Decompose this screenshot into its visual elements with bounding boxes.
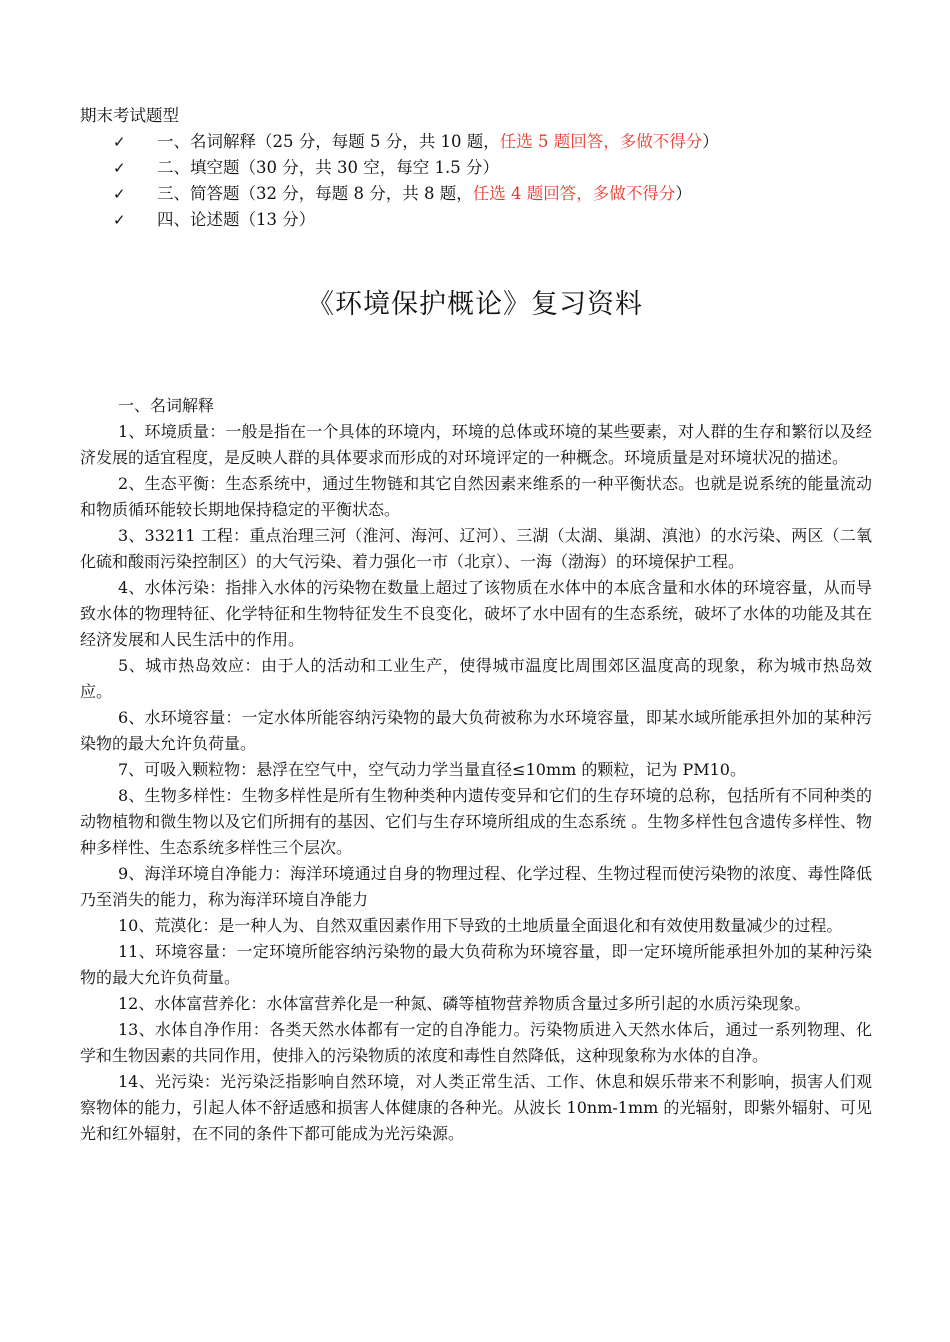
section-heading: 一、名词解释 <box>118 396 215 415</box>
definition-1: 1、环境质量：一般是指在一个具体的环境内，环境的总体或环境的某些要素，对人群的生存和繁衍以及经济发展的适宜程度，是反映人群的具体要求而形成的对环境评定的一种概念。环境质量是对环境状况的描述。 <box>80 422 872 467</box>
exam-item-text: 二、填空题（30 分，共 30 空，每空 1.5 分） <box>157 158 499 177</box>
exam-item-3 <box>80 181 900 207</box>
exam-item-highlight: 任选 4 题回答，多做不得分 <box>472 184 676 203</box>
definition-7: 7、可吸入颗粒物：悬浮在空气中，空气动力学当量直径≤10mm 的颗粒，记为 PM10。 <box>118 760 746 779</box>
checkmark-icon: ✓ <box>113 159 126 177</box>
definition-14: 14、光污染：光污染泛指影响自然环境，对人类正常生活、工作、休息和娱乐带来不利影响，损害人们观察物体的能力，引起人体不舒适感和损害人体健康的各种光。从波长 10nm-1mm 的光辐射，即紫外辐射、可见光和红外辐射，在不同的条件下都可能成为光污染源。 <box>80 1072 872 1143</box>
definition-12: 12、水体富营养化：水体富营养化是一种氮、磷等植物营养物质含量过多所引起的水质污染现象。 <box>118 994 811 1013</box>
document-title: 《环境保护概论》复习资料 <box>307 289 643 320</box>
exam-item-highlight: 任选 5 题回答，多做不得分 <box>499 132 703 151</box>
exam-item-4 <box>80 207 900 233</box>
definition-11: 11、环境容量：一定环境所能容纳污染物的最大负荷称为环境容量，即一定环境所能承担外加的某种污染物的最大允许负荷量。 <box>80 942 872 987</box>
exam-format-block <box>80 103 900 233</box>
checkmark-icon: ✓ <box>113 133 126 151</box>
exam-item-text: 四、论述题（13 分） <box>157 210 316 229</box>
exam-item-text: 三、简答题（32 分，每题 8 分，共 8 题， <box>157 184 473 203</box>
exam-item-suffix: ） <box>702 132 719 151</box>
definition-13: 13、水体自净作用：各类天然水体都有一定的自净能力。污染物质进入天然水体后，通过一系列物理、化学和生物因素的共同作用，使排入的污染物质的浓度和毒性自然降低，这种现象称为水体的自净。 <box>80 1020 872 1065</box>
exam-format-title: 期末考试题型 <box>80 106 179 125</box>
definition-3: 3、33211 工程：重点治理三河（淮河、海河、辽河）、三湖（太湖、巢湖、滇池）的水污染、两区（二氧化硫和酸雨污染控制区）的大气污染、着力强化一市（北京）、一海（渤海）的环境保护工程。 <box>80 526 872 571</box>
terms-section <box>80 393 872 1147</box>
checkmark-icon: ✓ <box>113 211 126 229</box>
definition-6: 6、水环境容量：一定水体所能容纳污染物的最大负荷被称为水环境容量，即某水域所能承担外加的某种污染物的最大允许负荷量。 <box>80 708 872 753</box>
definition-5: 5、城市热岛效应：由于人的活动和工业生产，使得城市温度比周围郊区温度高的现象，称为城市热岛效应。 <box>80 656 872 701</box>
exam-item-text: 一、名词解释（25 分，每题 5 分，共 10 题， <box>157 132 500 151</box>
definition-2: 2、生态平衡：生态系统中，通过生物链和其它自然因素来维系的一种平衡状态。也就是说系统的能量流动和物质循环能较长期地保持稳定的平衡状态。 <box>80 474 872 519</box>
definition-10: 10、荒漠化：是一种人为、自然双重因素作用下导致的土地质量全面退化和有效使用数量减少的过程。 <box>118 916 843 935</box>
checkmark-icon: ✓ <box>113 185 126 203</box>
exam-item-2 <box>80 155 900 181</box>
definition-8: 8、生物多样性：生物多样性是所有生物种类种内遗传变异和它们的生存环境的总称，包括所有不同种类的动物植物和微生物以及它们所拥有的基因、它们与生存环境所组成的生态系统 。生物多样性包含遗传多样性、物种多样性、生态系统多样性三个层次。 <box>80 786 872 857</box>
definition-9: 9、海洋环境自净能力：海洋环境通过自身的物理过程、化学过程、生物过程而使污染物的浓度、毒性降低乃至消失的能力，称为海洋环境自净能力 <box>80 864 872 909</box>
exam-item-1 <box>80 129 900 155</box>
definition-4: 4、水体污染：指排入水体的污染物在数量上超过了该物质在水体中的本底含量和水体的环境容量，从而导致水体的物理特征、化学特征和生物特征发生不良变化，破坏了水中固有的生态系统，破坏了水体的功能及其在经济发展和人民生活中的作用。 <box>80 578 872 649</box>
exam-item-suffix: ） <box>675 184 692 203</box>
